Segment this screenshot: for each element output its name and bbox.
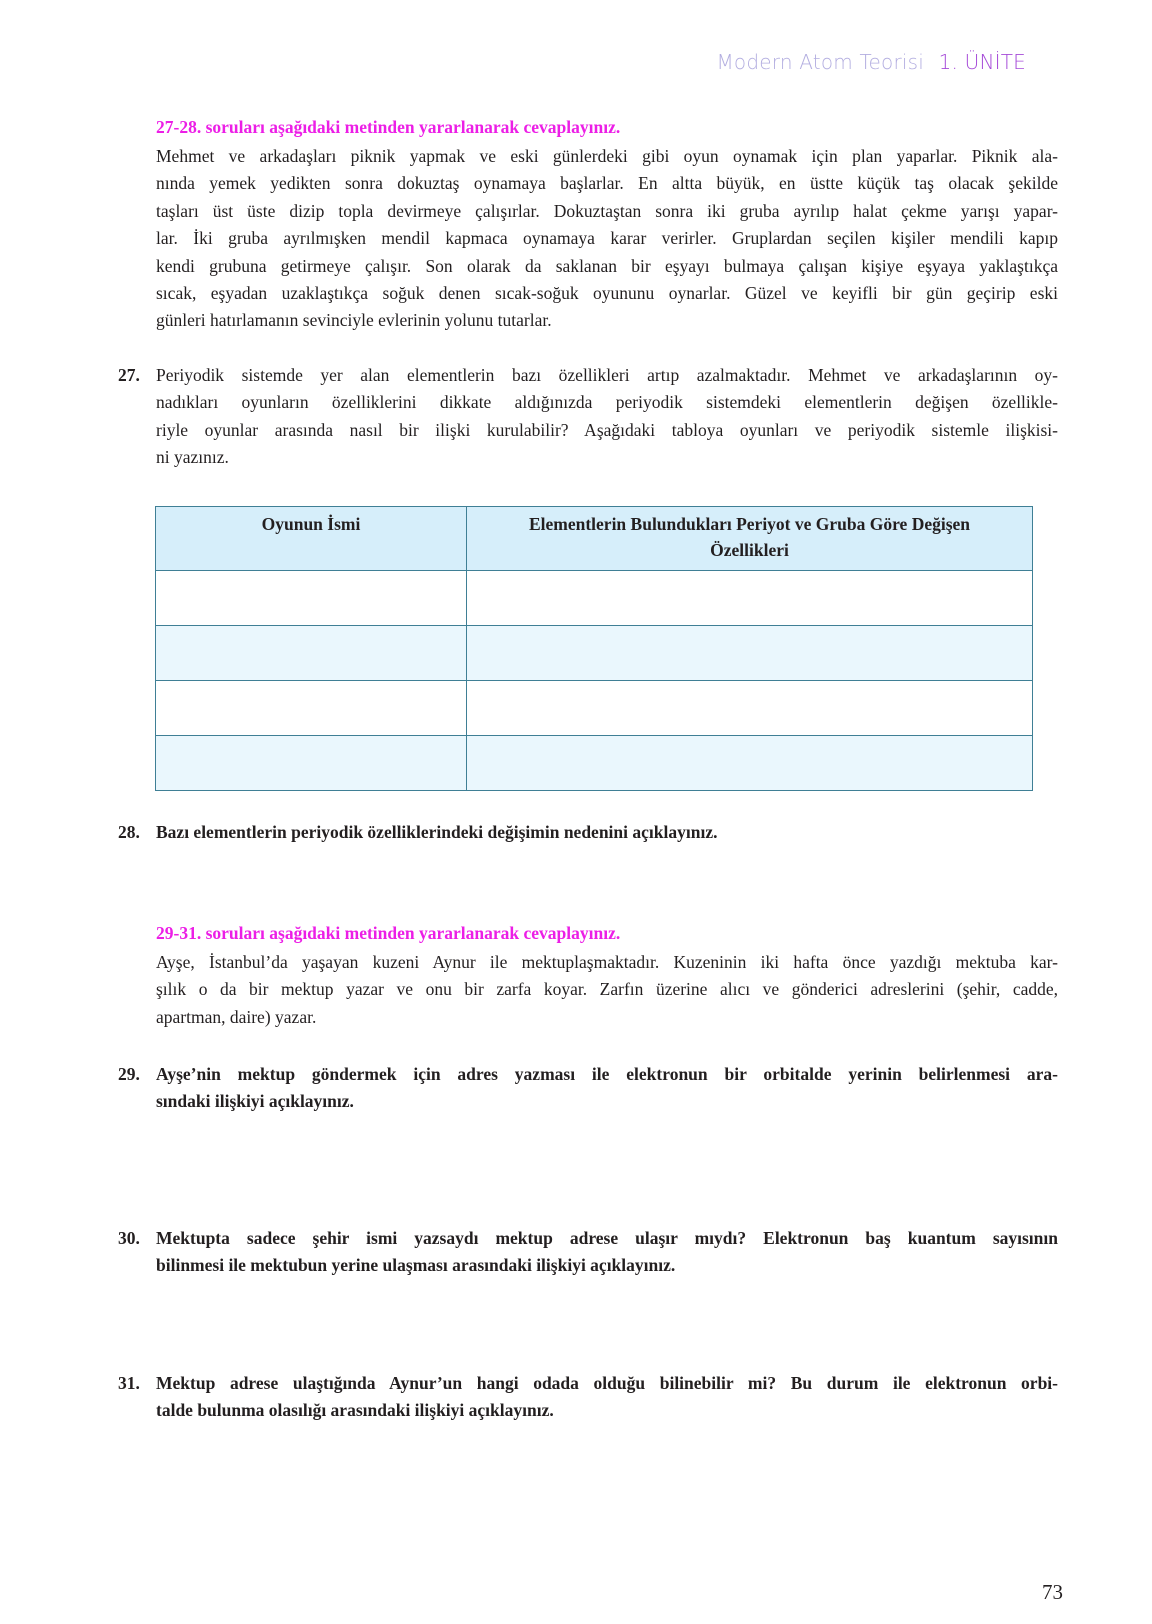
game-name-cell[interactable]	[156, 571, 467, 626]
paragraph-line: taşları üst üste dizip topla devirmeye çalışırlar. Dokuztaştan sonra iki gruba ayrılıp halat çekme yarışı yapar-	[156, 200, 1058, 221]
properties-cell[interactable]	[467, 571, 1033, 626]
question-line: talde bulunma olasılığı arasındaki ilişkiyi açıklayınız.	[156, 1400, 554, 1421]
header-line: Elementlerin Bulundukları Periyot ve Gruba Göre Değişen	[528, 514, 971, 534]
question-line: ni yazınız.	[156, 447, 229, 468]
question-line: riyle oyunlar arasında nasıl bir ilişki kurulabilir? Aşağıdaki tabloya oyunları ve periyodik sistemle ilişkisi-	[156, 419, 1058, 440]
section1-intro: 27-28. soruları aşağıdaki metinden yararlanarak cevaplayınız.	[156, 117, 621, 137]
table-row	[156, 626, 1033, 681]
section1-paragraph	[156, 143, 1058, 335]
properties-cell[interactable]	[467, 736, 1033, 791]
question-text	[156, 1061, 1058, 1116]
paragraph-line: şılık o da bir mektup yazar ve onu bir zarfa koyar. Zarfın üzerine alıcı ve gönderici adreslerini (şehir, cadde,	[156, 979, 1058, 1000]
question-line: sındaki ilişkiyi açıklayınız.	[156, 1091, 354, 1112]
question-line: Mektupta sadece şehir ismi yazsaydı mektup adrese ulaşır mıydı? Elektronun baş kuantum sayısının	[156, 1228, 1058, 1248]
question-text	[156, 819, 1058, 846]
question-line: Ayşe’nin mektup göndermek için adres yazması ile elektronun bir orbitalde yerinin belirlenmesi ara-	[156, 1064, 1058, 1084]
game-name-cell[interactable]	[156, 681, 467, 736]
section2-paragraph	[156, 949, 1058, 1031]
paragraph-line: apartman, daire) yazar.	[156, 1006, 317, 1027]
question-line: Bazı elementlerin periyodik özelliklerindeki değişimin nedenini açıklayınız.	[156, 822, 718, 842]
table-row	[156, 736, 1033, 791]
question-text	[156, 362, 1058, 472]
page-number: 73	[1042, 1580, 1063, 1604]
question-text	[156, 1225, 1058, 1280]
header-subject: Modern Atom Teorisi	[716, 50, 925, 74]
question-line: Mektup adrese ulaştığında Aynur’un hangi odada olduğu bilinebilir mi? Bu durum ile elektronun orbi-	[156, 1373, 1058, 1393]
answer-table	[155, 506, 1033, 791]
header-unit: 1. ÜNİTE	[938, 50, 1026, 74]
question-number: 29.	[118, 1064, 140, 1084]
properties-cell[interactable]	[467, 626, 1033, 681]
paragraph-line: nında yemek yedikten sonra dokuztaş oynamaya başlarlar. En altta büyük, en üstte küçük taş olacak şekilde	[156, 173, 1058, 194]
question-number: 27.	[118, 365, 140, 385]
question-line: nadıkları oyunların özelliklerini dikkate aldığınızda periyodik sistemdeki elementlerin değişen özellikle-	[156, 392, 1058, 413]
game-name-cell[interactable]	[156, 626, 467, 681]
question-text	[156, 1370, 1058, 1425]
paragraph-line: Mehmet ve arkadaşları piknik yapmak ve eski günlerdeki gibi oyun oynamak için plan yaparlar. Piknik ala-	[156, 146, 1058, 166]
paragraph-line: kendi grubuna getirmeye çalışır. Son olarak da saklanan bir eşyayı bulmaya çalışan kişiye eşyaya yaklaştıkça	[156, 255, 1058, 276]
properties-cell[interactable]	[467, 681, 1033, 736]
header-game-name: Oyunun İsmi	[156, 507, 467, 571]
question-line: bilinmesi ile mektubun yerine ulaşması arasındaki ilişkiyi açıklayınız.	[156, 1255, 676, 1276]
paragraph-line: lar. İki gruba ayrılmışken mendil kapmaca oynamaya karar verirler. Gruplardan seçilen kişiler mendili kapıp	[156, 228, 1058, 249]
paragraph-line: günleri hatırlamanın sevinciyle evlerinin yolunu tutarlar.	[156, 310, 552, 331]
paragraph-line: sıcak, eşyadan uzaklaştıkça soğuk denen sıcak-soğuk oyununu oynarlar. Güzel ve keyifli bir gün geçirip eski	[156, 283, 1058, 304]
question-number: 31.	[118, 1373, 140, 1393]
table-row	[156, 681, 1033, 736]
paragraph-line: Ayşe, İstanbul’da yaşayan kuzeni Aynur ile mektuplaşmaktadır. Kuzeninin iki hafta önce yazdığı mektuba kar-	[156, 952, 1058, 972]
section2-intro: 29-31. soruları aşağıdaki metinden yararlanarak cevaplayınız.	[156, 923, 621, 943]
table-row	[156, 571, 1033, 626]
question-number: 30.	[118, 1228, 140, 1248]
question-number: 28.	[118, 822, 140, 842]
table-header-row	[156, 507, 1033, 571]
header-properties	[467, 507, 1033, 571]
game-name-cell[interactable]	[156, 736, 467, 791]
header-line: Özellikleri	[710, 540, 789, 560]
question-line: Periyodik sistemde yer alan elementlerin bazı özellikleri artıp azalmaktadır. Mehmet ve arkadaşlarının oy-	[156, 365, 1058, 385]
page-header	[716, 50, 1026, 74]
